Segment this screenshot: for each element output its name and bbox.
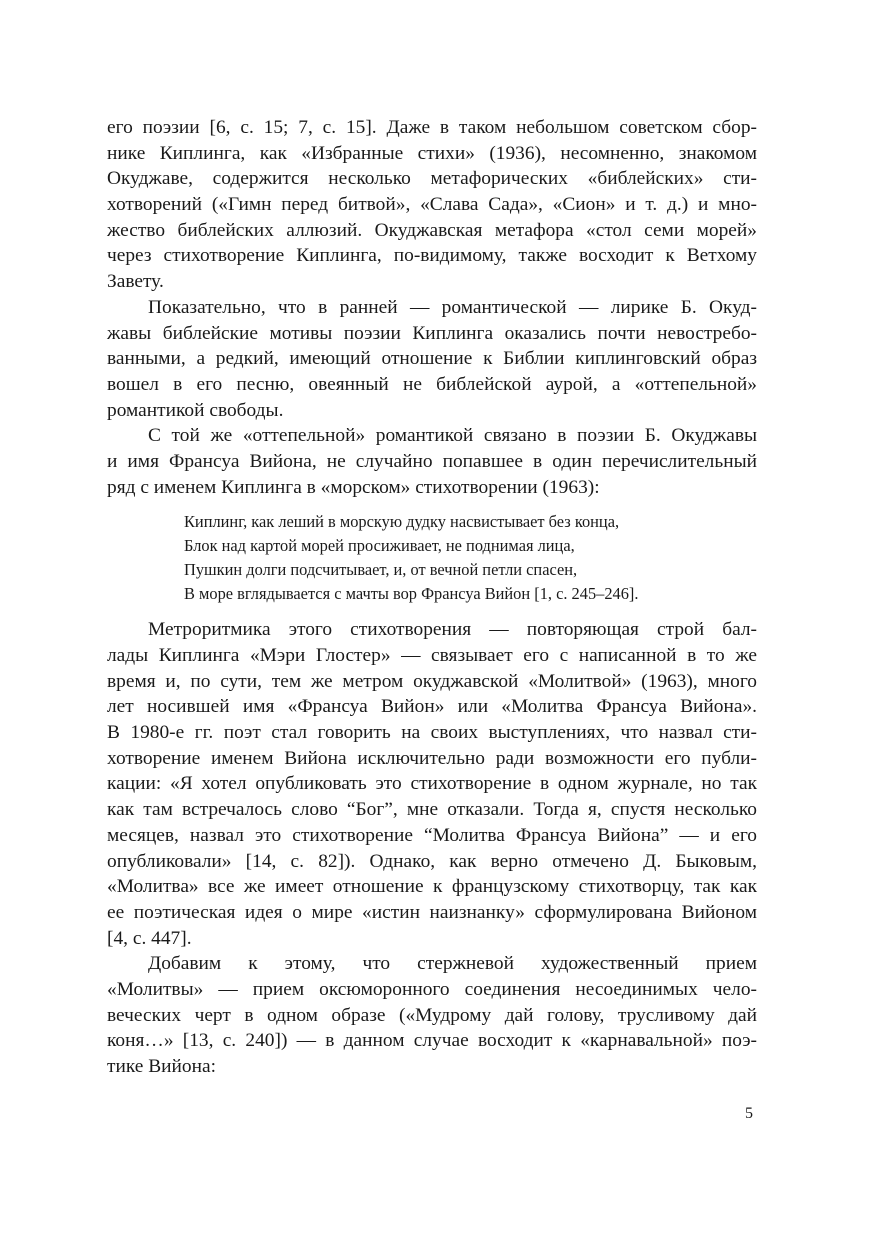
paragraph <box>107 617 757 951</box>
text-line: и имя Франсуа Вийона, не случайно попавшее в один перечислительный <box>107 450 757 472</box>
text-line: романтикой свободы. <box>107 399 284 421</box>
text-line: «Молитва» все же имеет отношение к французскому стихотворцу, так как <box>107 876 757 898</box>
text-line: месяцев, назвал это стихотворение “Молитва Франсуа Вийона” — и его <box>107 824 757 846</box>
text-line: вошел в его песню, овеянный не библейской аурой, а «оттепельной» <box>107 373 757 395</box>
text-line: жество библейских аллюзий. Окуджавская метафора «стол семи морей» <box>107 219 757 241</box>
paragraphs-after-poem <box>107 617 757 1079</box>
text-line: нике Киплинга, как «Избранные стихи» (1936), несомненно, знакомом <box>107 142 757 164</box>
text-line: время и, по сути, тем же метром окуджавской «Молитвой» (1963), много <box>107 670 757 692</box>
text-line: ряд с именем Киплинга в «морском» стихотворении (1963): <box>107 476 600 498</box>
text-line: коня…» [13, с. 240]) — в данном случае восходит к «карнавальной» поэ- <box>107 1030 757 1052</box>
text-line: ванными, а редкий, имеющий отношение к Библии киплинговский образ <box>107 348 757 370</box>
poem-line: Пушкин долги подсчитывает, и, от вечной петли спасен, <box>184 560 578 580</box>
paragraph <box>107 295 757 423</box>
text-line: В 1980-е гг. поэт стал говорить на своих выступлениях, что назвал сти- <box>107 722 757 744</box>
text-line: через стихотворение Киплинга, по-видимому, также восходит к Ветхому <box>107 245 757 267</box>
paragraphs-before-poem <box>107 115 757 500</box>
text-line: хотворение именем Вийона исключительно ради возможности его публи- <box>107 747 757 769</box>
text-line: тике Вийона: <box>107 1056 216 1077</box>
text-line: опубликовали» [14, с. 82]). Однако, как верно отмечено Д. Быковым, <box>107 850 757 872</box>
text-line: С той же «оттепельной» романтикой связано в поэзии Б. Окуджавы <box>148 425 757 447</box>
text-line: Добавим к этому, что стержневой художественный прием <box>148 953 757 975</box>
text-line: лады Киплинга «Мэри Глостер» — связывает его с написанной в то же <box>107 645 757 666</box>
paragraph <box>107 423 757 500</box>
text-line: как там встречалось слово “Бог”, мне отказали. Тогда я, спустя несколько <box>107 799 757 821</box>
page-number: 5 <box>745 1105 753 1122</box>
text-line: ее поэтическая идея о мире «истин наизнанку» сформулирована Вийоном <box>107 901 757 923</box>
poem-line: Киплинг, как леший в морскую дудку насвистывает без конца, <box>184 512 620 532</box>
text-line: [4, с. 447]. <box>107 927 192 949</box>
text-line: хотворений («Гимн перед битвой», «Слава Сада», «Сион» и т. д.) и мно- <box>107 194 757 216</box>
text-line: жавы библейские мотивы поэзии Киплинга оказались почти невостребо- <box>107 322 757 344</box>
text-line: Окуджаве, содержится несколько метафорических «библейских» сти- <box>107 168 757 190</box>
poem-line: В море вглядывается с мачты вор Франсуа Вийон [1, с. 245–246]. <box>184 584 639 604</box>
poem-line: Блок над картой морей просиживает, не поднимая лица, <box>184 536 575 556</box>
paragraph <box>107 951 757 1079</box>
text-line: Завету. <box>107 271 164 293</box>
poem-quote <box>184 510 757 606</box>
text-line: Показательно, что в ранней — романтической — лирике Б. Окуд- <box>148 296 757 318</box>
text-line: лет носившей имя «Франсуа Вийон» или «Молитва Франсуа Вийона». <box>107 696 757 718</box>
text-line: веческих черт в одном образе («Мудрому дай голову, трусливому дай <box>107 1004 757 1026</box>
text-line: его поэзии [6, с. 15; 7, с. 15]. Даже в таком небольшом советском сбор- <box>107 117 757 138</box>
text-line: Метроритмика этого стихотворения — повторяющая строй бал- <box>148 619 757 641</box>
page-body <box>107 115 757 1080</box>
text-line: «Молитвы» — прием оксюморонного соединения несоединимых чело- <box>107 978 757 1000</box>
text-line: кации: «Я хотел опубликовать это стихотворение в одном журнале, но так <box>107 773 757 795</box>
paragraph <box>107 115 757 295</box>
